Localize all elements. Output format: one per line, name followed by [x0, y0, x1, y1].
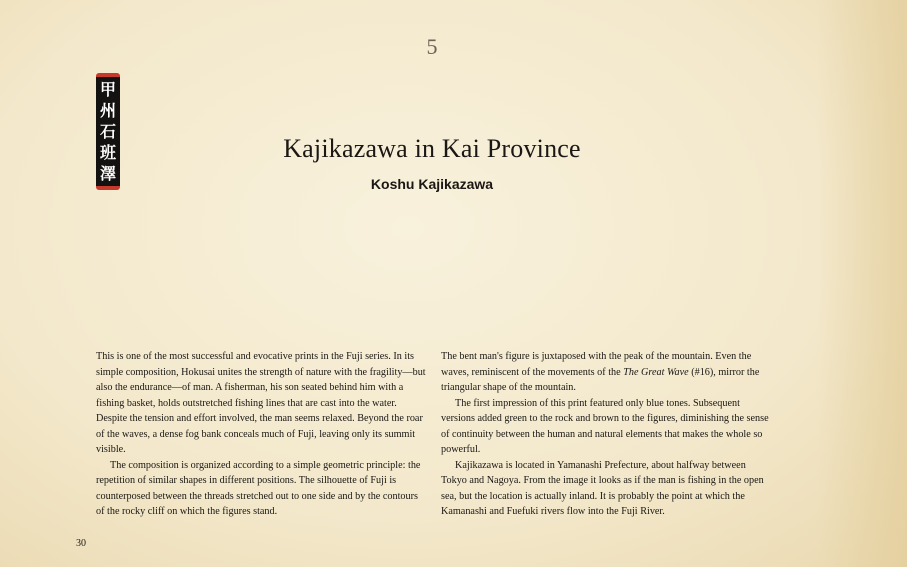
artwork-title-italic: The Great Wave — [623, 366, 689, 378]
paragraph: This is one of the most successful and evocative prints in the Fuji series. In its simple composition, Hokusai unites the strength of nature with the fragility—but also the endurance—of man. A fisherman, his son seated behind him with a fishing basket, holds outstretched fishing lines that are cast into the water. Despite the tension and effort involved, the man seems relaxed. Beyond the roar of the waves, a dense fog bank conceals much of Fuji, leaving only its summit visible. — [96, 351, 426, 455]
japanese-title-seal — [96, 73, 120, 190]
paper-edge-shading — [817, 0, 907, 567]
paragraph — [441, 349, 771, 396]
paragraph: The first impression of this print featured only blue tones. Subsequent versions added green to the rock and brown to the figures, diminishing the sense of continuity between the human and natural elements that makes the whole so powerful. — [441, 397, 769, 455]
seal-character: 班 — [99, 142, 116, 162]
paragraph-text: The bent man's figure is juxtaposed with the peak of the mountain. Even the waves, reminiscent of the movements of the — [441, 351, 752, 378]
page-subtitle: Koshu Kajikazawa — [370, 176, 494, 192]
page-number: 30 — [76, 538, 86, 549]
paragraph-text: (#16), mirror the triangular shape of the mountain. — [441, 366, 760, 393]
seal-character: 石 — [99, 121, 116, 141]
text-column-left — [96, 349, 428, 520]
page-title: Kajikazawa in Kai Province — [283, 134, 581, 163]
seal-character: 甲 — [99, 79, 116, 99]
seal-character: 澤 — [99, 163, 116, 183]
seal-character: 州 — [99, 100, 116, 120]
text-column-right — [441, 349, 771, 520]
paragraph: The composition is organized according to a simple geometric principle: the repetition of similar shapes in different positions. The silhouette of Fuji is counterposed between the threads stretched out to one side and by the contours of the rocky cliff on which the figures stand. — [96, 459, 421, 517]
paragraph: Kajikazawa is located in Yamanashi Prefecture, about halfway between Tokyo and Nagoya. From the image it looks as if the man is fishing in the open sea, but the location is actually inland. It is probably the point at which the Kamanashi and Fuefuki rivers flow into the Fuji River. — [441, 459, 764, 517]
chapter-number: 5 — [426, 34, 438, 59]
